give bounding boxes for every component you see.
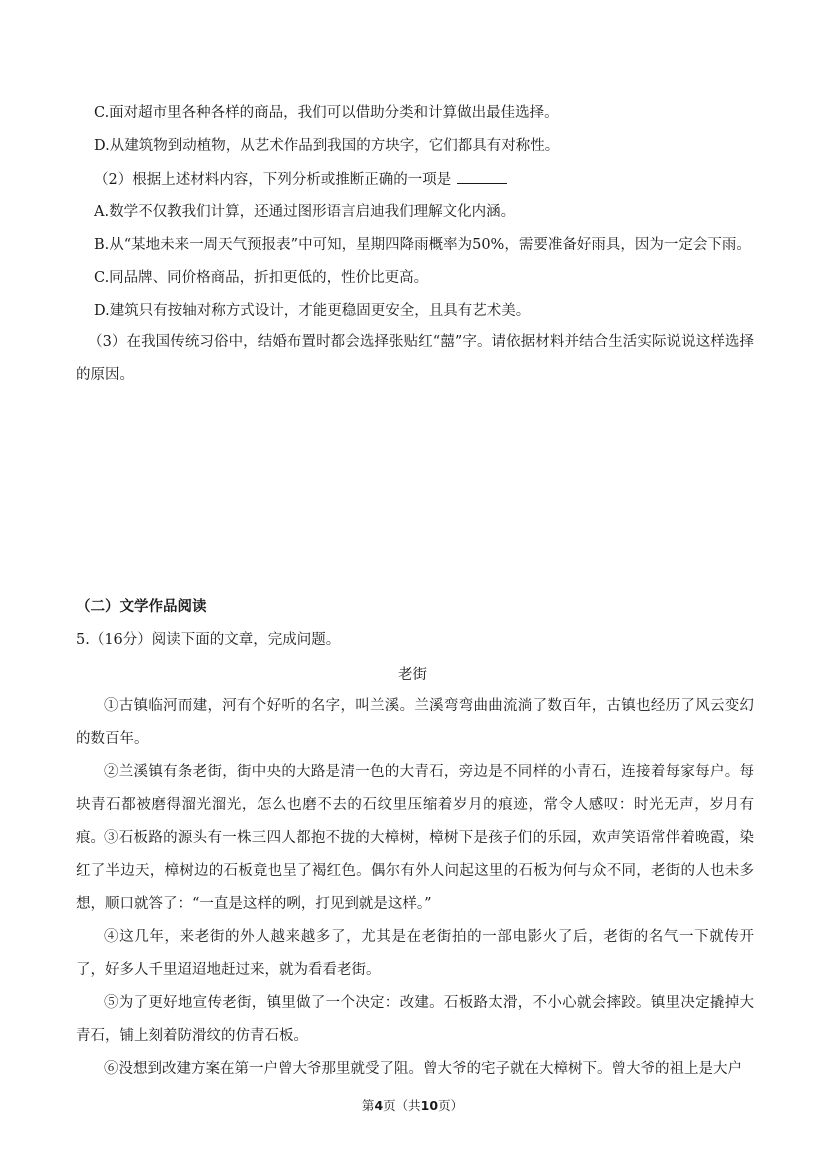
article-title: 老街 bbox=[398, 667, 427, 683]
article-paragraph: ②兰溪镇有条老街，街中央的大路是清一色的大青石，旁边是不同样的小青石，连接着每家每户。每块青石都被磨得溜光溜光，怎么也磨不去的石纹里压缩着岁月的痕迹，常令人感叹：时光无声，岁月有痕。 bbox=[76, 764, 754, 846]
option-c-part2: C.同品牌、同价格商品，折扣更低的，性价比更高。 bbox=[94, 270, 429, 286]
subquestion-2-text: （2）根据上述材料内容，下列分析或推断正确的一项是 bbox=[94, 172, 452, 188]
subquestion-2 bbox=[94, 169, 507, 190]
option-a-part2: A.数学不仅教我们计算，还通过图形语言启迪我们理解文化内涵。 bbox=[94, 204, 516, 220]
article-paragraph: ⑥没想到改建方案在第一户曾大爷那里就受了阻。曾大爷的宅子就在大樟树下。曾大爷的祖上是大户 bbox=[104, 1061, 742, 1077]
option-d-part1: D.从建筑物到动植物，从艺术作品到我国的方块字，它们都具有对称性。 bbox=[94, 138, 560, 154]
article-paragraph: ③石板路的源头有一株三四人都抱不拢的大樟树，樟树下是孩子们的乐园，欢声笑语常伴着晚霞，染红了半边天，樟树边的石板竟也呈了褐红色。偶尔有外人问起这里的石板为何与众不同，老街的人也未多想，顺口就答了：“一直是这样的咧，打见到就是这样。” bbox=[76, 830, 754, 912]
option-d-part2: D.建筑只有按轴对称方式设计，才能更稳固更安全，且具有艺术美。 bbox=[94, 303, 531, 319]
answer-blank bbox=[457, 169, 507, 184]
article-paragraph: ④这几年，来老街的外人越来越多了，尤其是在老街拍的一部电影火了后，老街的名气一下就传开了，好多人千里迢迢地赶过来，就为看看老街。 bbox=[76, 929, 754, 978]
page-footer: 第4页（共10页） bbox=[361, 1098, 464, 1113]
article-paragraph: ⑤为了更好地宣传老街，镇里做了一个决定：改建。石板路太滑，不小心就会摔跤。镇里决定撬掉大青石，铺上刻着防滑纹的仿青石板。 bbox=[76, 995, 754, 1044]
page-number: 4 bbox=[374, 1098, 384, 1113]
option-b-part2: B.从“某地未来一周天气预报表”中可知，星期四降雨概率为50%，需要准备好雨具，因为一定会下雨。 bbox=[94, 237, 751, 253]
total-pages: 10 bbox=[420, 1098, 439, 1113]
subquestion-3: （3）在我国传统习俗中，结婚布置时都会选择张贴红“囍”字。请依据材料并结合生活实际说说这样选择的原因。 bbox=[76, 334, 754, 383]
question-5-prompt: 5.（16分）阅读下面的文章，完成问题。 bbox=[76, 632, 341, 648]
option-c-part1: C.面对超市里各种各样的商品，我们可以借助分类和计算做出最佳选择。 bbox=[94, 105, 559, 121]
article-paragraph: ①古镇临河而建，河有个好听的名字，叫兰溪。兰溪弯弯曲曲流淌了数百年，古镇也经历了风云变幻的数百年。 bbox=[76, 698, 754, 747]
section-heading: （二）文学作品阅读 bbox=[76, 599, 207, 615]
